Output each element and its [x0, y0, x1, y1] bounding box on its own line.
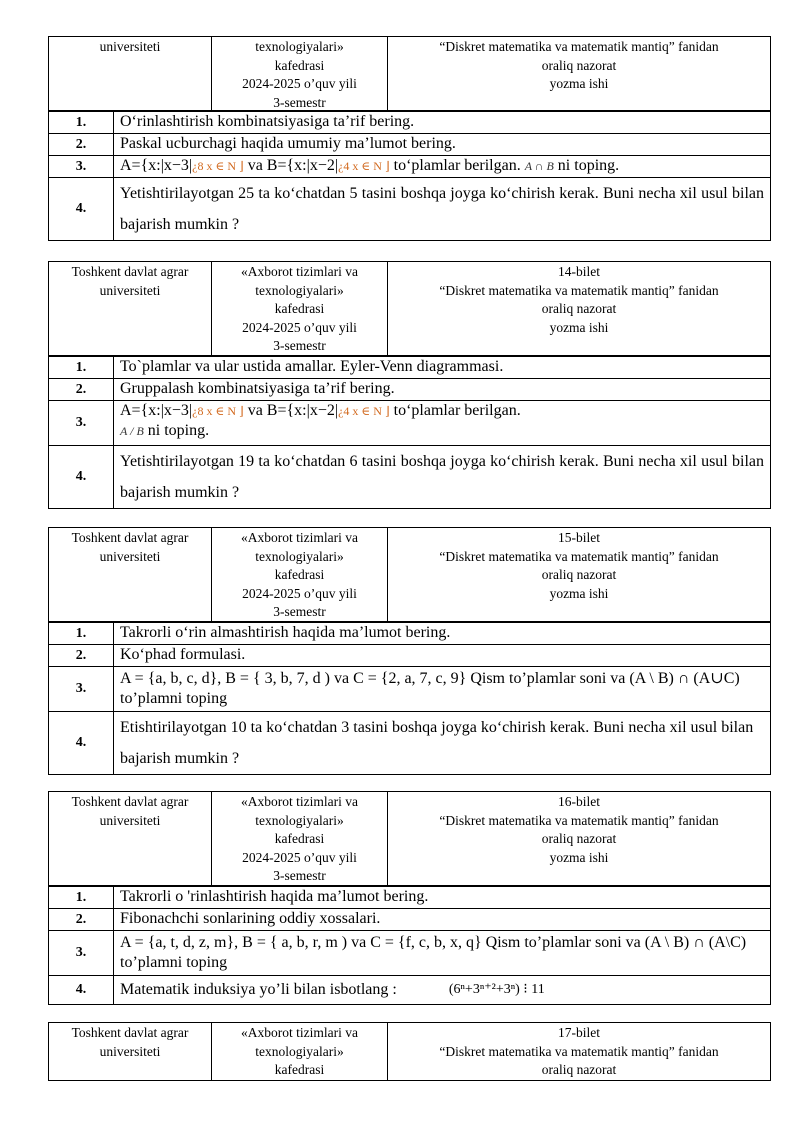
set-b-cond: ¿4 x ∈ N ⌋ [338, 159, 390, 173]
exam-form-line: yozma ishi [549, 76, 609, 91]
department-cell [212, 37, 388, 110]
university-line: universiteti [99, 1043, 161, 1059]
question-number: 4. [49, 178, 114, 240]
question-row [48, 644, 771, 667]
subject-cell [388, 262, 770, 355]
ticket-header [48, 1022, 771, 1081]
question-number: 2. [49, 379, 114, 400]
set-a-cond: ¿8 x ∈ N ⌋ [192, 404, 244, 418]
question-row [48, 930, 771, 976]
question-number: 3. [49, 156, 114, 177]
ticket-number: 14-bilet [558, 264, 600, 279]
question-row [48, 378, 771, 401]
set-a-def: A={x:|x−3| [120, 157, 193, 174]
university-line: Toshkent davlat agrar [71, 794, 189, 809]
subject-line: “Diskret matematika va matematik mantiq” fanidan [439, 39, 719, 54]
university-cell [49, 37, 212, 110]
question-text: O‘rinlashtirish kombinatsiyasiga ta’rif bering. [120, 113, 415, 130]
question-text: Fibonachchi sonlarining oddiy xossalari. [120, 910, 381, 927]
dept-line: texnologiyalari» [255, 282, 344, 298]
question-row [48, 400, 771, 446]
find-text: ni toping. [147, 422, 210, 439]
ticket-number: 16-bilet [558, 794, 600, 809]
ticket-header [48, 261, 771, 355]
dept-line: «Axborot tizimlari va [241, 264, 358, 279]
ticket-number: 15-bilet [558, 530, 600, 545]
question-number: 2. [49, 645, 114, 666]
ticket-block [48, 791, 771, 1005]
question-row [48, 908, 771, 931]
subject-line: “Diskret matematika va matematik mantiq” fanidan [439, 548, 719, 564]
question-row [48, 711, 771, 775]
ticket-number: 17-bilet [558, 1025, 600, 1040]
set-a-cond: ¿8 x ∈ N ⌋ [192, 159, 244, 173]
question-row [48, 111, 771, 134]
question-text: Etishtirilayotgan 10 ta ko‘chatdan 3 tasini boshqa joyga ko‘chirish kerak. Buni necha xil usul bilan bajarish mumkin ? [120, 719, 754, 767]
university-line: Toshkent davlat agrar [71, 1025, 189, 1040]
subject-line: “Diskret matematika va matematik mantiq” fanidan [439, 1043, 719, 1059]
university-cell [49, 1023, 212, 1080]
department-cell [212, 1023, 388, 1080]
dept-line: kafedrasi [274, 831, 325, 846]
university-line: universiteti [99, 282, 161, 298]
question-text: Takrorli o 'rinlashtirish haqida ma’lumot bering. [120, 888, 429, 905]
question-text: To`plamlar va ular ustida amallar. Eyler-Venn diagrammasi. [120, 358, 504, 375]
university-line: universiteti [99, 812, 161, 828]
dept-line: «Axborot tizimlari va [241, 1025, 358, 1040]
subject-cell [388, 37, 770, 110]
subject-cell [388, 1023, 770, 1080]
subject-cell [388, 792, 770, 885]
department-cell [212, 262, 388, 355]
question-text: Paskal ucburchagi haqida umumiy ma’lumot bering. [120, 135, 456, 152]
question-number: 4. [49, 976, 114, 1004]
question-row [48, 445, 771, 509]
ticket-header [48, 36, 771, 110]
set-b-def: va B={x:|x−2| [243, 157, 339, 174]
question-number: 2. [49, 909, 114, 930]
question-number: 1. [49, 357, 114, 378]
question-text: Yetishtirilayotgan 25 ta ko‘chatdan 5 tasini boshqa joyga ko‘chirish kerak. Buni necha xil usul bilan bajarish mumkin ? [120, 185, 764, 233]
year-line: 2024-2025 o’quv yili [242, 319, 357, 335]
semester-line: 3-semestr [273, 338, 326, 353]
exam-form-line: yozma ishi [549, 319, 609, 335]
set-expression: A ∩ B [524, 159, 554, 173]
question-number: 2. [49, 134, 114, 155]
question-number: 4. [49, 712, 114, 774]
exam-type-line: oraliq nazorat [541, 831, 617, 846]
set-expression: A / B [120, 424, 144, 438]
question-row [48, 133, 771, 156]
question-text: A = {a, t, d, z, m}, B = { a, b, r, m ) va C = {f, c, b, x, q} Qism to’plamlar soni va (A \ B) ∩ (A\C) to’plamni toping [120, 934, 747, 971]
exam-form-line: yozma ishi [549, 585, 609, 601]
year-line: 2024-2025 o’quv yili [242, 585, 357, 601]
question-row [48, 177, 771, 241]
ticket-block [48, 1022, 771, 1081]
exam-type-line: oraliq nazorat [541, 567, 617, 582]
question-number: 1. [49, 887, 114, 908]
question-row [48, 886, 771, 909]
semester-line: 3-semestr [273, 604, 326, 619]
subject-cell [388, 528, 770, 621]
dept-line: texnologiyalari» [255, 39, 344, 54]
dept-line: kafedrasi [274, 57, 325, 73]
question-text [114, 976, 770, 1004]
university-cell [49, 792, 212, 885]
dept-line: «Axborot tizimlari va [241, 530, 358, 545]
question-row [48, 975, 771, 1005]
set-b-def: va B={x:|x−2| [243, 402, 339, 419]
question-number: 1. [49, 112, 114, 133]
department-cell [212, 528, 388, 621]
induction-prompt: Matematik induksiya yo’li bilan isbotlang : [120, 981, 397, 998]
semester-line: 3-semestr [273, 868, 326, 883]
dept-line: kafedrasi [274, 567, 325, 582]
year-line: 2024-2025 o’quv yili [242, 849, 357, 865]
given-text: to‘plamlar berilgan. [389, 402, 521, 419]
subject-line: “Diskret matematika va matematik mantiq” fanidan [439, 282, 719, 298]
induction-formula: (6ⁿ+3ⁿ⁺²+3ⁿ) ⁝ 11 [448, 982, 545, 997]
set-a-def: A={x:|x−3| [120, 402, 193, 419]
semester-line: 3-semestr [273, 94, 326, 110]
ticket-block [48, 261, 771, 509]
ticket-header [48, 791, 771, 885]
year-line: 2024-2025 o’quv yili [242, 76, 357, 91]
dept-line: kafedrasi [274, 301, 325, 316]
question-text [114, 156, 770, 177]
exam-type-line: oraliq nazorat [541, 1062, 617, 1077]
exam-type-line: oraliq nazorat [541, 57, 617, 73]
find-text: ni toping. [557, 157, 620, 174]
university-line: Toshkent davlat agrar [71, 264, 189, 279]
department-cell [212, 792, 388, 885]
dept-line: texnologiyalari» [255, 548, 344, 564]
set-b-cond: ¿4 x ∈ N ⌋ [338, 404, 390, 418]
university-line: universiteti [99, 548, 161, 564]
question-text: A = {a, b, c, d}, B = { 3, b, 7, d ) va C = {2, a, 7, c, 9} Qism to’plamlar soni va (A \ B) ∩ (A∪C) to’plamni toping [120, 670, 740, 707]
subject-line: “Diskret matematika va matematik mantiq” fanidan [439, 812, 719, 828]
question-text: Yetishtirilayotgan 19 ta ko‘chatdan 6 tasini boshqa joyga ko‘chirish kerak. Buni necha xil usul bilan bajarish mumkin ? [120, 453, 764, 501]
ticket-block [48, 527, 771, 775]
question-number: 4. [49, 446, 114, 508]
exam-form-line: yozma ishi [549, 849, 609, 865]
question-row [48, 666, 771, 712]
university-line: universiteti [99, 39, 161, 54]
question-text: Gruppalash kombinatsiyasiga ta’rif bering. [120, 380, 395, 397]
question-number: 3. [49, 667, 114, 711]
dept-line: «Axborot tizimlari va [241, 794, 358, 809]
dept-line: texnologiyalari» [255, 1043, 344, 1059]
question-row [48, 356, 771, 379]
ticket-header [48, 527, 771, 621]
university-cell [49, 528, 212, 621]
question-row [48, 155, 771, 178]
question-number: 1. [49, 623, 114, 644]
dept-line: kafedrasi [274, 1062, 325, 1077]
question-row [48, 622, 771, 645]
university-line: Toshkent davlat agrar [71, 530, 189, 545]
question-text [114, 401, 770, 445]
ticket-block [48, 36, 771, 241]
university-cell [49, 262, 212, 355]
question-number: 3. [49, 401, 114, 445]
dept-line: texnologiyalari» [255, 812, 344, 828]
exam-type-line: oraliq nazorat [541, 301, 617, 316]
question-text: Ko‘phad formulasi. [120, 646, 246, 663]
question-text: Takrorli o‘rin almashtirish haqida ma’lumot bering. [120, 624, 451, 641]
given-text: to‘plamlar berilgan. [389, 157, 521, 174]
question-number: 3. [49, 931, 114, 975]
